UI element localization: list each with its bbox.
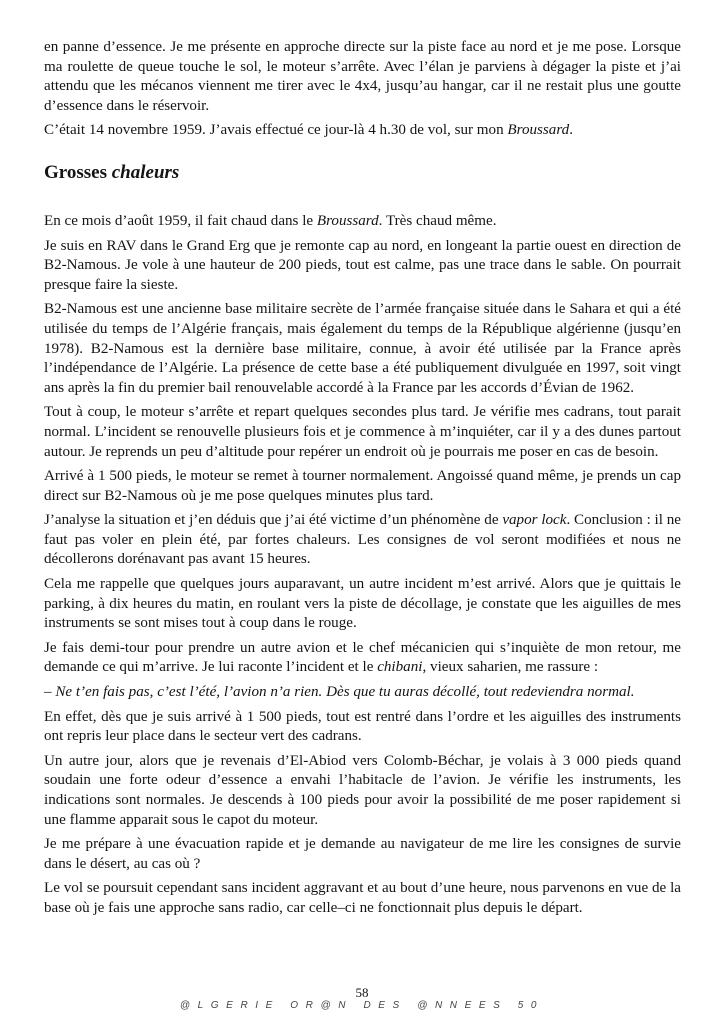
paragraph-11: Un autre jour, alors que je revenais d’El-Abiod vers Colomb-Béchar, je volais à 3 000 pieds quand soudain une forte odeur d’essence a envahi l’habitacle de l’avion. Je vérifie les instruments, les indications sont normales. Je descends à 100 pieds pour avoir la possibilité de me poser rapidement si une flamme apparait sous le capot du moteur. xyxy=(44,752,681,828)
paragraph-5: Arrivé à 1 500 pieds, le moteur se remet à tourner normalement. Angoissé quand même, je prends un cap direct sur B2-Namous où je me pose quelques minutes plus tard. xyxy=(44,468,681,504)
running-footer: @LGERIE OR@N DES @NNEES 50 xyxy=(179,1000,545,1011)
paragraph-8: Je fais demi-tour pour prendre un autre avion et le chef mécanicien qui s’inquiète de mon retour, me demande ce qui m’arrive. Je lui raconte l’incident et le chibani, vieux saharien, me rassure : xyxy=(44,639,681,676)
paragraph-13: Le vol se poursuit cependant sans incident aggravant et au bout d’une heure, nous parvenons en vue de la base où je fais une approche sans radio, car celle–ci ne fonctionnait plus depuis le départ. xyxy=(44,880,681,916)
paragraph-2: Je suis en RAV dans le Grand Erg que je remonte cap au nord, en longeant la partie ouest en direction de B2-Namous. Je vole à une hauteur de 200 pieds, tout est calme, pas une trace dans le sable. On pourrait presque faire la sieste. xyxy=(44,237,681,293)
page-body xyxy=(44,38,681,924)
paragraph-3: B2-Namous est une ancienne base militaire secrète de l’armée française située dans le Sahara et qui a été utilisée du temps de l’Algérie français, mais également du temps de la République algérienne (jusqu’en 1978). B2-Namous est la dernière base militaire, connue, à avoir été utilisée par la France après l’indépendance de l’Algérie. La présence de cette base a été publiquement divulguée en 1997, soit vingt ans après la fin du premier bail renouvelable accordé à la France par les accords d’Évian de 1962. xyxy=(44,301,681,396)
paragraph-top-1: en panne d’essence. Je me présente en approche directe sur la piste face au nord et je me pose. Lorsque ma roulette de queue touche le sol, le moteur s’arrête. Avec l’élan je parviens à dégager la piste et j’ai attendu que les mécanos viennent me tirer avec le 4x4, jusqu’au hangar, car il ne restait plus une goutte d’essence dans le réservoir. xyxy=(44,39,681,114)
paragraph-12: Je me prépare à une évacuation rapide et je demande au navigateur de me lire les consignes de survie dans le désert, au cas où ? xyxy=(44,836,681,872)
section-title: Grosses chaleurs xyxy=(44,161,180,183)
paragraph-7: Cela me rappelle que quelques jours auparavant, un autre incident m’est arrivé. Alors que je quittais le parking, à dix heures du matin, en roulant vers la piste de décollage, je constate que les aiguilles de mes instruments se sont mises tout à coup dans le rouge. xyxy=(44,576,681,632)
paragraph-1: En ce mois d’août 1959, il fait chaud dans le Broussard. Très chaud même. xyxy=(44,212,497,229)
paragraph-10: En effet, dès que je suis arrivé à 1 500 pieds, tout est rentré dans l’ordre et les aiguilles des instruments ont repris leur place dans le secteur vert des cadrans. xyxy=(44,708,681,745)
paragraph-6: J’analyse la situation et j’en déduis que j’ai été victime d’un phénomène de vapor lock. Conclusion : il ne faut pas voler en plein été, par fortes chaleurs. Les consignes de vol seront modifiées et nous ne décollerons dorénavant pas avant 15 heures. xyxy=(44,512,681,568)
paragraph-9-dialogue: – Ne t’en fais pas, c’est l’été, l’avion n’a rien. Dès que tu auras décollé, tout redeviendra normal. xyxy=(44,684,635,701)
paragraph-top-2: C’était 14 novembre 1959. J’avais effectué ce jour-là 4 h.30 de vol, sur mon Broussard. xyxy=(44,122,573,139)
paragraph-4: Tout à coup, le moteur s’arrête et repart quelques secondes plus tard. Je vérifie mes cadrans, tout parait normal. L’incident se renouvelle plusieurs fois et je commence à m’inquiéter, car il y a des dunes partout autour. Je reprends un peu d’altitude pour repérer un endroit où je pourrais me poser en cas de besoin. xyxy=(44,404,681,460)
page-number: 58 xyxy=(355,985,369,1000)
